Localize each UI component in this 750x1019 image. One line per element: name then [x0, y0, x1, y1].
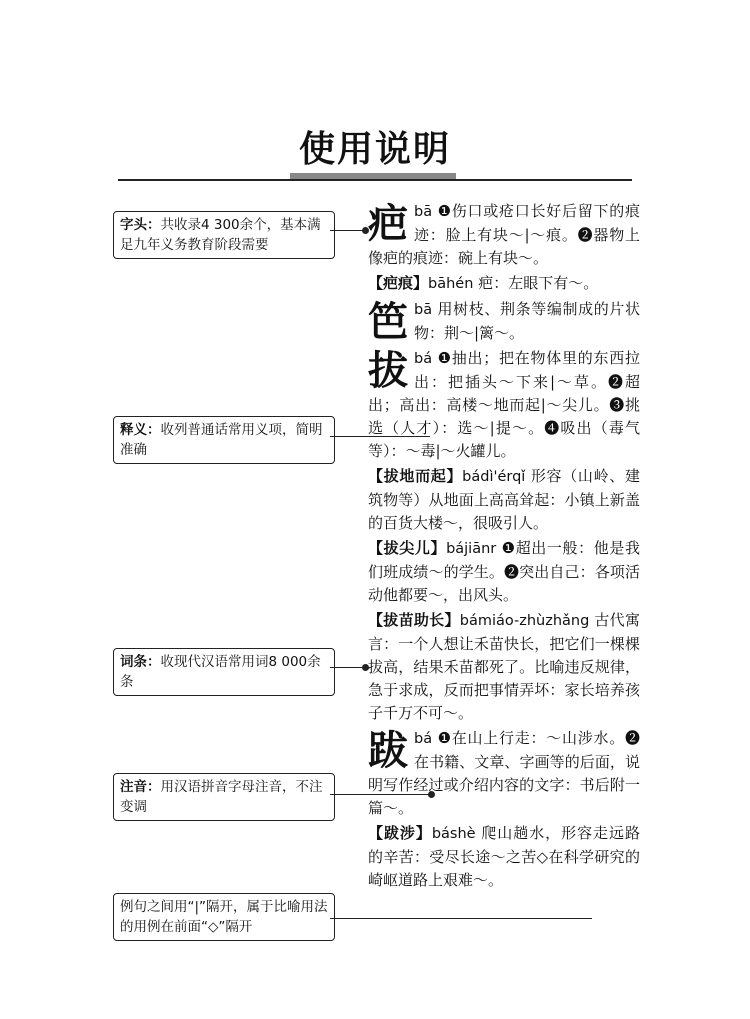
sub-headword: 【跋涉】 [368, 824, 432, 842]
headword: 跋 [368, 727, 408, 774]
definition: 爬山趟水，形容走远路的辛苦：受尽长途～之苦◇在科学研究的崎岖道路上艰难～。 [368, 824, 640, 889]
entry-ba-fence [368, 298, 640, 345]
note-label: 注音： [120, 779, 161, 795]
note-text: 共收录4 300余个，基本满足九年义务教育阶段需要 [120, 217, 321, 253]
pinyin: bá [414, 731, 433, 747]
pinyin: bájiānr [446, 541, 497, 557]
sub-headword: 【拔尖儿】 [368, 539, 447, 557]
pinyin: bá [414, 351, 433, 367]
sub-headword: 【疤痕】 [368, 274, 429, 292]
pinyin: bámiáo-zhùzhǎng [459, 613, 590, 629]
entry-ba-pull [368, 347, 640, 463]
note-label: 释义： [120, 422, 161, 438]
connector-line [330, 230, 365, 231]
page-title: 使用说明 [298, 129, 451, 170]
pinyin: bádì'érqǐ [462, 469, 526, 485]
definition: ❶伤口或疮口长好后留下的痕迹：脸上有块～|～痕。❷器物上像疤的痕迹：碗上有块～。 [368, 202, 640, 267]
note-label: 词条： [120, 654, 161, 670]
headword: 疤 [368, 200, 408, 247]
entry-bamiaozhuzhang [368, 609, 640, 725]
headword: 拔 [368, 347, 408, 394]
note-pinyin [113, 773, 335, 821]
entry-ba-scar [368, 200, 640, 270]
note-headword [113, 211, 335, 259]
header-rule [118, 179, 632, 181]
definition: ❶在山上行走：～山涉水。❷在书籍、文章、字画等的后面，说明写作经过或介绍内容的文字：书后附一篇～。 [368, 729, 640, 817]
definition: ❶超出一般：他是我们班成绩～的学生。❷突出自己：各项活动他都要～，出风头。 [368, 539, 640, 604]
definition: 疤：左眼下有～。 [478, 274, 599, 292]
note-entries [113, 648, 335, 696]
note-text: 收列普通话常用义项，简明准确 [120, 422, 323, 458]
definition: 形容（山岭、建筑物等）从地面上高高耸起：小镇上新盖的百货大楼～，很吸引人。 [368, 467, 640, 532]
definition: ❶抽出；把在物体里的东西拉出：把插头～下来|～草。❷超出；高出：高楼～地而起|～尖儿。❸挑选（人才）：选～|提～。❹吸出（毒气等）：～毒|～火罐儿。 [368, 349, 640, 460]
pinyin: báshè [431, 826, 476, 842]
pinyin: bā [414, 302, 433, 318]
definition: 古代寓言：一个人想让禾苗快长，把它们一棵棵拔高，结果禾苗都死了。比喻违反规律，急于求成，反而把事情弄坏：家长培养孩子千万不可～。 [368, 611, 640, 722]
entry-badierqi [368, 465, 640, 535]
note-definition [113, 416, 335, 464]
sub-headword: 【拔地而起】 [368, 467, 463, 485]
connector-line [330, 918, 592, 919]
note-separators [113, 893, 335, 941]
pinyin: bā [414, 204, 433, 220]
headword: 笆 [368, 298, 408, 345]
pinyin: bāhén [428, 276, 474, 292]
dictionary-column [368, 200, 640, 892]
entry-bahen [368, 272, 640, 296]
note-text: 例句之间用“|”隔开，属于比喻用法的用例在前面“◇”隔开 [120, 899, 328, 935]
note-label: 字头： [120, 217, 161, 233]
connector-line [330, 667, 365, 668]
note-text: 收现代汉语常用词8 000余条 [120, 654, 321, 690]
entry-bajianr [368, 537, 640, 607]
definition: 用树枝、荆条等编制成的片状物：荆～|篱～。 [414, 300, 640, 342]
entry-bashe [368, 822, 640, 892]
note-text: 用汉语拼音字母注音，不注变调 [120, 779, 323, 815]
sub-headword: 【拔苗助长】 [368, 611, 460, 629]
entry-ba-trek [368, 727, 640, 820]
